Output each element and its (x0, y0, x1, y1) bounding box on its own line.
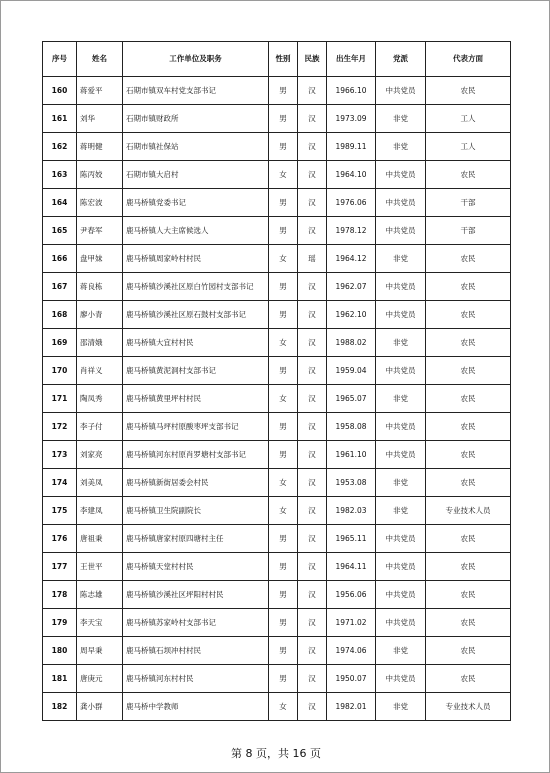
row-sector: 农民 (426, 525, 511, 553)
row-birth: 1961.10 (327, 441, 376, 469)
row-party: 中共党员 (376, 357, 426, 385)
row-gender: 男 (269, 441, 298, 469)
table-row (43, 665, 511, 693)
row-ethnicity: 汉 (298, 441, 327, 469)
row-index: 161 (43, 105, 77, 133)
row-gender: 男 (269, 637, 298, 665)
row-ethnicity: 汉 (298, 77, 327, 105)
row-sector: 农民 (426, 581, 511, 609)
row-gender: 女 (269, 161, 298, 189)
row-birth: 1974.06 (327, 637, 376, 665)
row-name: 唐庚元 (77, 665, 123, 693)
row-birth: 1966.10 (327, 77, 376, 105)
row-name: 蒋爱平 (77, 77, 123, 105)
row-sector: 专业技术人员 (426, 693, 511, 721)
row-name: 王世平 (77, 553, 123, 581)
row-party: 中共党员 (376, 301, 426, 329)
table-row (43, 693, 511, 721)
row-ethnicity: 汉 (298, 637, 327, 665)
table-row (43, 161, 511, 189)
row-gender: 男 (269, 301, 298, 329)
row-birth: 1976.06 (327, 189, 376, 217)
row-workplace: 鹿马桥镇天堂村村民 (123, 553, 269, 581)
row-birth: 1982.03 (327, 497, 376, 525)
row-index: 175 (43, 497, 77, 525)
row-birth: 1971.02 (327, 609, 376, 637)
row-birth: 1989.11 (327, 133, 376, 161)
row-party: 非党 (376, 329, 426, 357)
row-birth: 1959.04 (327, 357, 376, 385)
row-workplace: 鹿马桥镇人大主席候选人 (123, 217, 269, 245)
row-sector: 农民 (426, 329, 511, 357)
row-gender: 男 (269, 609, 298, 637)
row-name: 廖小青 (77, 301, 123, 329)
representative-table (42, 41, 511, 721)
row-party: 中共党员 (376, 441, 426, 469)
row-gender: 男 (269, 77, 298, 105)
row-sector: 农民 (426, 637, 511, 665)
row-ethnicity: 汉 (298, 357, 327, 385)
row-gender: 女 (269, 469, 298, 497)
row-workplace: 鹿马桥镇马坪村原酸枣坪支部书记 (123, 413, 269, 441)
table-row (43, 497, 511, 525)
table-row (43, 609, 511, 637)
row-name: 李子付 (77, 413, 123, 441)
row-party: 中共党员 (376, 665, 426, 693)
row-sector: 农民 (426, 665, 511, 693)
row-birth: 1950.07 (327, 665, 376, 693)
row-sector: 农民 (426, 385, 511, 413)
row-ethnicity: 汉 (298, 581, 327, 609)
row-name: 盘甲妹 (77, 245, 123, 273)
row-index: 166 (43, 245, 77, 273)
row-ethnicity: 汉 (298, 189, 327, 217)
row-name: 蒋良栋 (77, 273, 123, 301)
row-ethnicity: 汉 (298, 609, 327, 637)
row-sector: 农民 (426, 357, 511, 385)
row-gender: 男 (269, 665, 298, 693)
table-row (43, 385, 511, 413)
row-ethnicity: 汉 (298, 665, 327, 693)
row-gender: 女 (269, 245, 298, 273)
row-gender: 男 (269, 357, 298, 385)
row-birth: 1962.07 (327, 273, 376, 301)
row-party: 非党 (376, 245, 426, 273)
row-party: 中共党员 (376, 77, 426, 105)
row-index: 170 (43, 357, 77, 385)
row-name: 蒋明健 (77, 133, 123, 161)
row-workplace: 石期市镇社保站 (123, 133, 269, 161)
row-sector: 农民 (426, 469, 511, 497)
row-index: 164 (43, 189, 77, 217)
table-row (43, 105, 511, 133)
row-birth: 1965.11 (327, 525, 376, 553)
row-workplace: 鹿马桥镇新街居委会村民 (123, 469, 269, 497)
row-name: 邵清娥 (77, 329, 123, 357)
table-row (43, 189, 511, 217)
row-index: 162 (43, 133, 77, 161)
row-ethnicity: 汉 (298, 693, 327, 721)
header-index: 序号 (43, 42, 77, 77)
table-row (43, 553, 511, 581)
row-ethnicity: 汉 (298, 497, 327, 525)
row-workplace: 鹿马桥镇党委书记 (123, 189, 269, 217)
row-index: 180 (43, 637, 77, 665)
row-gender: 男 (269, 581, 298, 609)
row-name: 唐祖秉 (77, 525, 123, 553)
row-birth: 1958.08 (327, 413, 376, 441)
row-party: 非党 (376, 105, 426, 133)
table-row (43, 329, 511, 357)
row-index: 172 (43, 413, 77, 441)
table-row (43, 217, 511, 245)
row-name: 李天宝 (77, 609, 123, 637)
table-body (43, 77, 511, 721)
row-ethnicity: 汉 (298, 329, 327, 357)
row-name: 李建凤 (77, 497, 123, 525)
row-workplace: 鹿马桥镇沙溪社区原石鼓村支部书记 (123, 301, 269, 329)
table-row (43, 441, 511, 469)
row-party: 中共党员 (376, 553, 426, 581)
row-gender: 女 (269, 329, 298, 357)
row-sector: 工人 (426, 105, 511, 133)
row-party: 中共党员 (376, 525, 426, 553)
row-gender: 男 (269, 133, 298, 161)
row-name: 陈宏波 (77, 189, 123, 217)
row-birth: 1964.11 (327, 553, 376, 581)
row-workplace: 鹿马桥镇黄泥洞村支部书记 (123, 357, 269, 385)
row-gender: 男 (269, 413, 298, 441)
row-gender: 男 (269, 217, 298, 245)
row-gender: 女 (269, 385, 298, 413)
row-gender: 女 (269, 693, 298, 721)
table-row (43, 357, 511, 385)
row-sector: 农民 (426, 413, 511, 441)
row-index: 173 (43, 441, 77, 469)
row-sector: 农民 (426, 441, 511, 469)
row-index: 171 (43, 385, 77, 413)
row-gender: 男 (269, 273, 298, 301)
row-birth: 1964.10 (327, 161, 376, 189)
row-ethnicity: 汉 (298, 301, 327, 329)
row-party: 中共党员 (376, 413, 426, 441)
row-party: 中共党员 (376, 161, 426, 189)
row-ethnicity: 汉 (298, 133, 327, 161)
table-row (43, 469, 511, 497)
row-birth: 1965.07 (327, 385, 376, 413)
header-workplace: 工作单位及职务 (123, 42, 269, 77)
row-party: 中共党员 (376, 581, 426, 609)
row-workplace: 石期市镇大启村 (123, 161, 269, 189)
row-birth: 1988.02 (327, 329, 376, 357)
row-workplace: 鹿马桥镇唐家村原四塘村主任 (123, 525, 269, 553)
row-birth: 1953.08 (327, 469, 376, 497)
row-sector: 干部 (426, 217, 511, 245)
row-ethnicity: 汉 (298, 161, 327, 189)
row-workplace: 鹿马桥镇河东村原肖罗塘村支部书记 (123, 441, 269, 469)
row-workplace: 鹿马桥镇卫生院副院长 (123, 497, 269, 525)
table-row (43, 133, 511, 161)
row-name: 刘家亮 (77, 441, 123, 469)
row-index: 165 (43, 217, 77, 245)
row-birth: 1962.10 (327, 301, 376, 329)
table-row (43, 245, 511, 273)
row-ethnicity: 汉 (298, 273, 327, 301)
row-index: 181 (43, 665, 77, 693)
table-row (43, 637, 511, 665)
row-workplace: 鹿马桥镇河东村村民 (123, 665, 269, 693)
row-sector: 干部 (426, 189, 511, 217)
row-name: 肖祥义 (77, 357, 123, 385)
row-gender: 男 (269, 105, 298, 133)
header-sector: 代表方面 (426, 42, 511, 77)
row-gender: 男 (269, 525, 298, 553)
row-sector: 农民 (426, 553, 511, 581)
row-index: 182 (43, 693, 77, 721)
row-name: 刘美凤 (77, 469, 123, 497)
row-gender: 男 (269, 553, 298, 581)
row-index: 174 (43, 469, 77, 497)
row-name: 龚小群 (77, 693, 123, 721)
row-sector: 工人 (426, 133, 511, 161)
header-party: 党派 (376, 42, 426, 77)
row-workplace: 石期市镇财政所 (123, 105, 269, 133)
row-ethnicity: 汉 (298, 469, 327, 497)
table-row (43, 301, 511, 329)
row-name: 陈丙姣 (77, 161, 123, 189)
row-gender: 男 (269, 189, 298, 217)
row-party: 中共党员 (376, 609, 426, 637)
row-ethnicity: 汉 (298, 525, 327, 553)
header-ethnicity: 民族 (298, 42, 327, 77)
row-sector: 专业技术人员 (426, 497, 511, 525)
row-workplace: 鹿马桥镇大宜村村民 (123, 329, 269, 357)
row-workplace: 鹿马桥镇沙溪社区原白竹园村支部书记 (123, 273, 269, 301)
page-footer: 第 8 页，共 16 页 (231, 747, 321, 760)
row-birth: 1982.01 (327, 693, 376, 721)
row-workplace: 鹿马桥中学教师 (123, 693, 269, 721)
row-name: 陶凤秀 (77, 385, 123, 413)
row-ethnicity: 汉 (298, 385, 327, 413)
row-index: 179 (43, 609, 77, 637)
row-party: 非党 (376, 497, 426, 525)
row-party: 非党 (376, 385, 426, 413)
row-birth: 1973.09 (327, 105, 376, 133)
row-sector: 农民 (426, 161, 511, 189)
row-name: 陈志雄 (77, 581, 123, 609)
row-index: 178 (43, 581, 77, 609)
row-index: 163 (43, 161, 77, 189)
row-workplace: 鹿马桥镇周家岭村村民 (123, 245, 269, 273)
row-name: 刘华 (77, 105, 123, 133)
table-header-row (43, 42, 511, 77)
row-ethnicity: 汉 (298, 217, 327, 245)
row-workplace: 鹿马桥镇黄里坪村村民 (123, 385, 269, 413)
row-workplace: 鹿马桥镇沙溪社区坪阳村村民 (123, 581, 269, 609)
table-row (43, 413, 511, 441)
row-party: 非党 (376, 637, 426, 665)
row-gender: 女 (269, 497, 298, 525)
row-sector: 农民 (426, 609, 511, 637)
row-sector: 农民 (426, 245, 511, 273)
row-sector: 农民 (426, 77, 511, 105)
row-birth: 1978.12 (327, 217, 376, 245)
row-ethnicity: 汉 (298, 553, 327, 581)
row-ethnicity: 汉 (298, 413, 327, 441)
row-party: 中共党员 (376, 273, 426, 301)
row-party: 中共党员 (376, 189, 426, 217)
row-party: 非党 (376, 469, 426, 497)
row-party: 非党 (376, 693, 426, 721)
row-workplace: 鹿马桥镇石坝冲村村民 (123, 637, 269, 665)
row-index: 169 (43, 329, 77, 357)
table-row (43, 525, 511, 553)
header-birth: 出生年月 (327, 42, 376, 77)
header-name: 姓名 (77, 42, 123, 77)
row-sector: 农民 (426, 273, 511, 301)
row-index: 176 (43, 525, 77, 553)
table-row (43, 581, 511, 609)
row-birth: 1956.06 (327, 581, 376, 609)
row-party: 中共党员 (376, 217, 426, 245)
row-index: 177 (43, 553, 77, 581)
row-sector: 农民 (426, 301, 511, 329)
table-row (43, 77, 511, 105)
table-row (43, 273, 511, 301)
row-workplace: 鹿马桥镇苏家岭村支部书记 (123, 609, 269, 637)
row-birth: 1964.12 (327, 245, 376, 273)
row-party: 非党 (376, 133, 426, 161)
row-index: 168 (43, 301, 77, 329)
row-ethnicity: 汉 (298, 105, 327, 133)
row-ethnicity: 瑶 (298, 245, 327, 273)
row-name: 周早秉 (77, 637, 123, 665)
header-gender: 性别 (269, 42, 298, 77)
row-index: 160 (43, 77, 77, 105)
row-name: 尹春军 (77, 217, 123, 245)
row-workplace: 石期市镇双车村党支部书记 (123, 77, 269, 105)
row-index: 167 (43, 273, 77, 301)
